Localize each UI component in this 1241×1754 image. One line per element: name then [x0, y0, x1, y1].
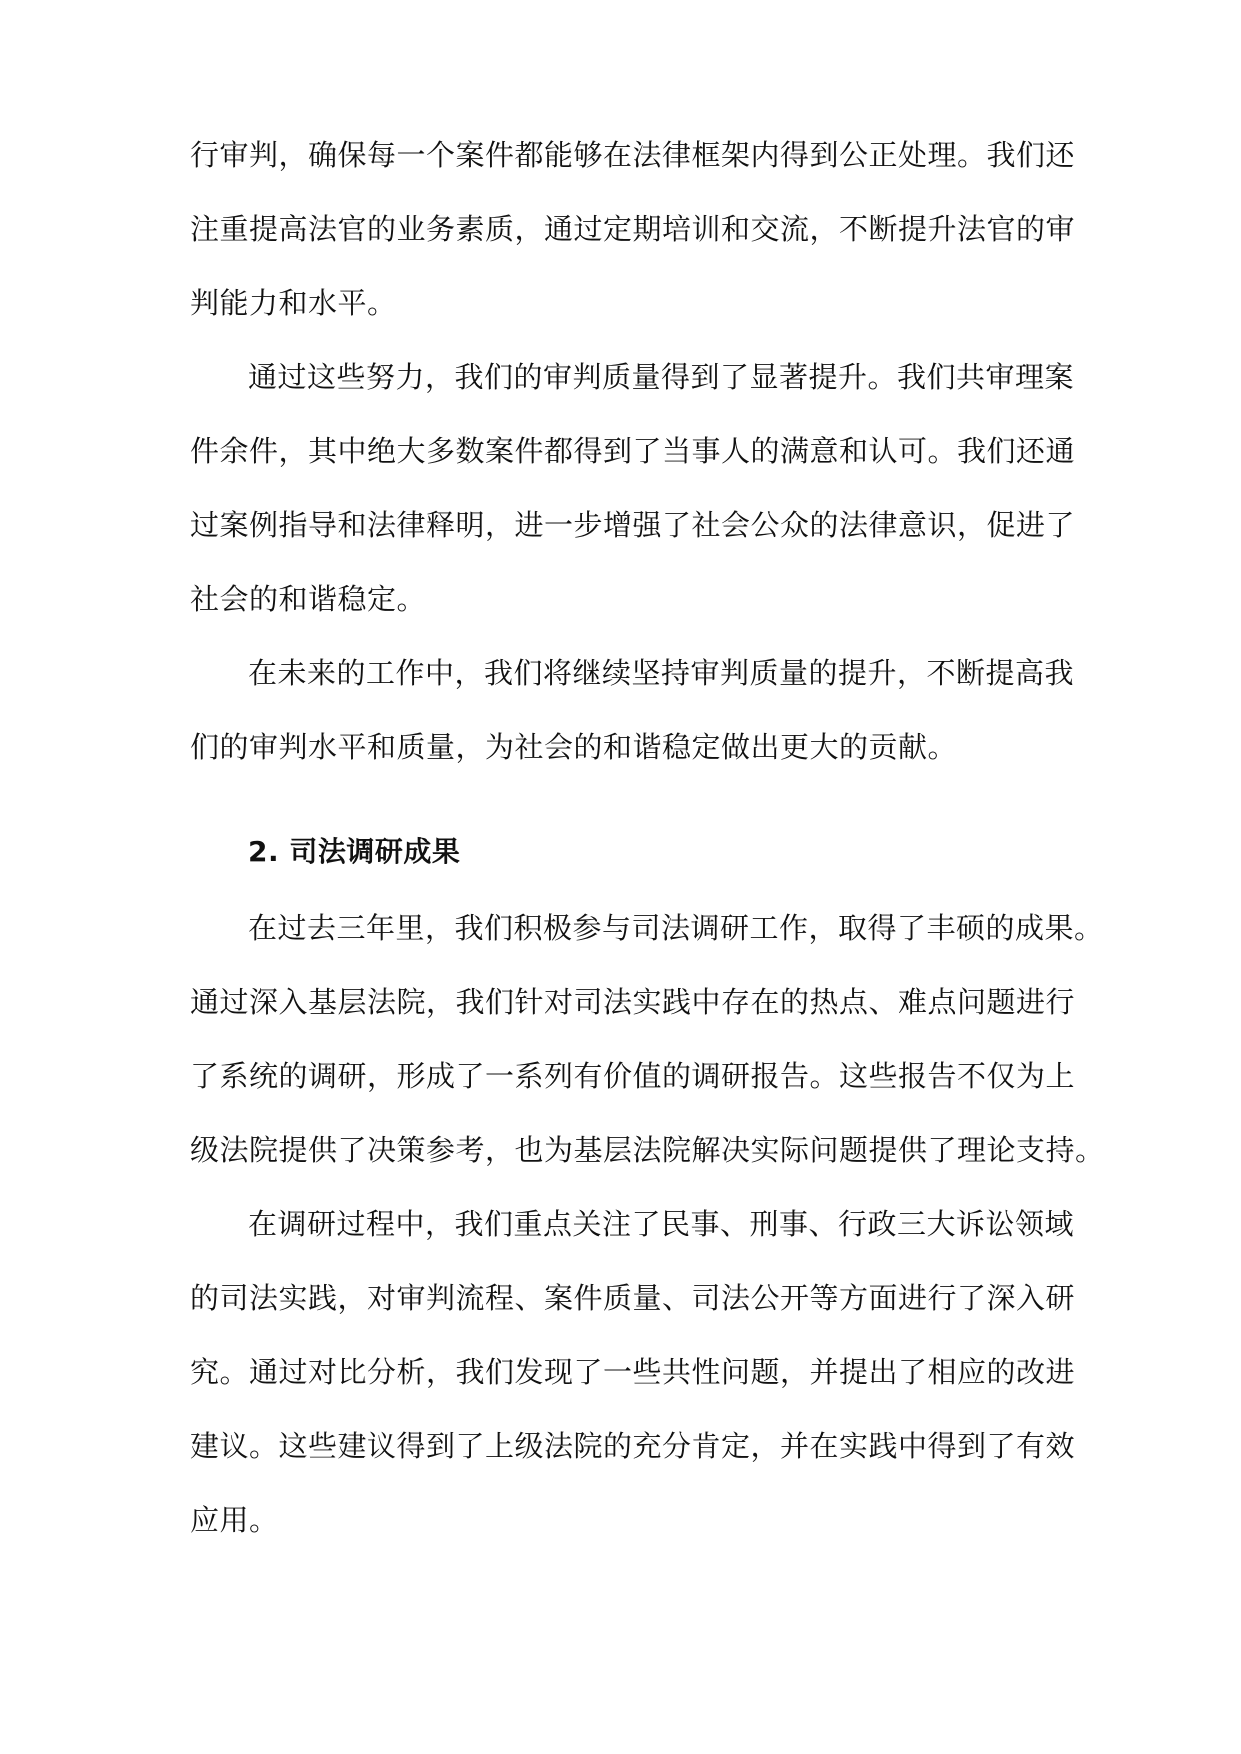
paragraph-1-line-1: 行审判，确保每一个案件都能够在法律框架内得到公正处理。我们还 [190, 138, 1076, 172]
paragraph-2-line-3: 过案例指导和法律释明，进一步增强了社会公众的法律意识，促进了 [190, 508, 1076, 542]
paragraph-2-line-4: 社会的和谐稳定。 [190, 582, 427, 616]
paragraph-2-line-1: 通过这些努力，我们的审判质量得到了显著提升。我们共审理案 [248, 360, 1075, 394]
paragraph-3-line-1: 在未来的工作中，我们将继续坚持审判质量的提升，不断提高我 [248, 656, 1075, 690]
paragraph-4-line-2: 通过深入基层法院，我们针对司法实践中存在的热点、难点问题进行 [190, 985, 1076, 1019]
paragraph-2-line-2: 件余件，其中绝大多数案件都得到了当事人的满意和认可。我们还通 [190, 434, 1076, 468]
paragraph-1-line-3: 判能力和水平。 [190, 286, 397, 320]
section-heading: 2. 司法调研成果 [248, 835, 461, 868]
paragraph-4-line-1: 在过去三年里，我们积极参与司法调研工作，取得了丰硕的成果。 [248, 911, 1104, 945]
paragraph-5-line-1: 在调研过程中，我们重点关注了民事、刑事、行政三大诉讼领域 [248, 1207, 1075, 1241]
paragraph-5-line-3: 究。通过对比分析，我们发现了一些共性问题，并提出了相应的改进 [190, 1355, 1076, 1389]
paragraph-5-line-5: 应用。 [190, 1503, 279, 1537]
paragraph-1-line-2: 注重提高法官的业务素质，通过定期培训和交流，不断提升法官的审 [190, 212, 1076, 246]
paragraph-3-line-2: 们的审判水平和质量，为社会的和谐稳定做出更大的贡献。 [190, 730, 958, 764]
paragraph-4-line-3: 了系统的调研，形成了一系列有价值的调研报告。这些报告不仅为上 [190, 1059, 1076, 1093]
paragraph-5-line-4: 建议。这些建议得到了上级法院的充分肯定，并在实践中得到了有效 [190, 1429, 1076, 1463]
paragraph-5-line-2: 的司法实践，对审判流程、案件质量、司法公开等方面进行了深入研 [190, 1281, 1076, 1315]
paragraph-4-line-4: 级法院提供了决策参考，也为基层法院解决实际问题提供了理论支持。 [190, 1133, 1105, 1167]
